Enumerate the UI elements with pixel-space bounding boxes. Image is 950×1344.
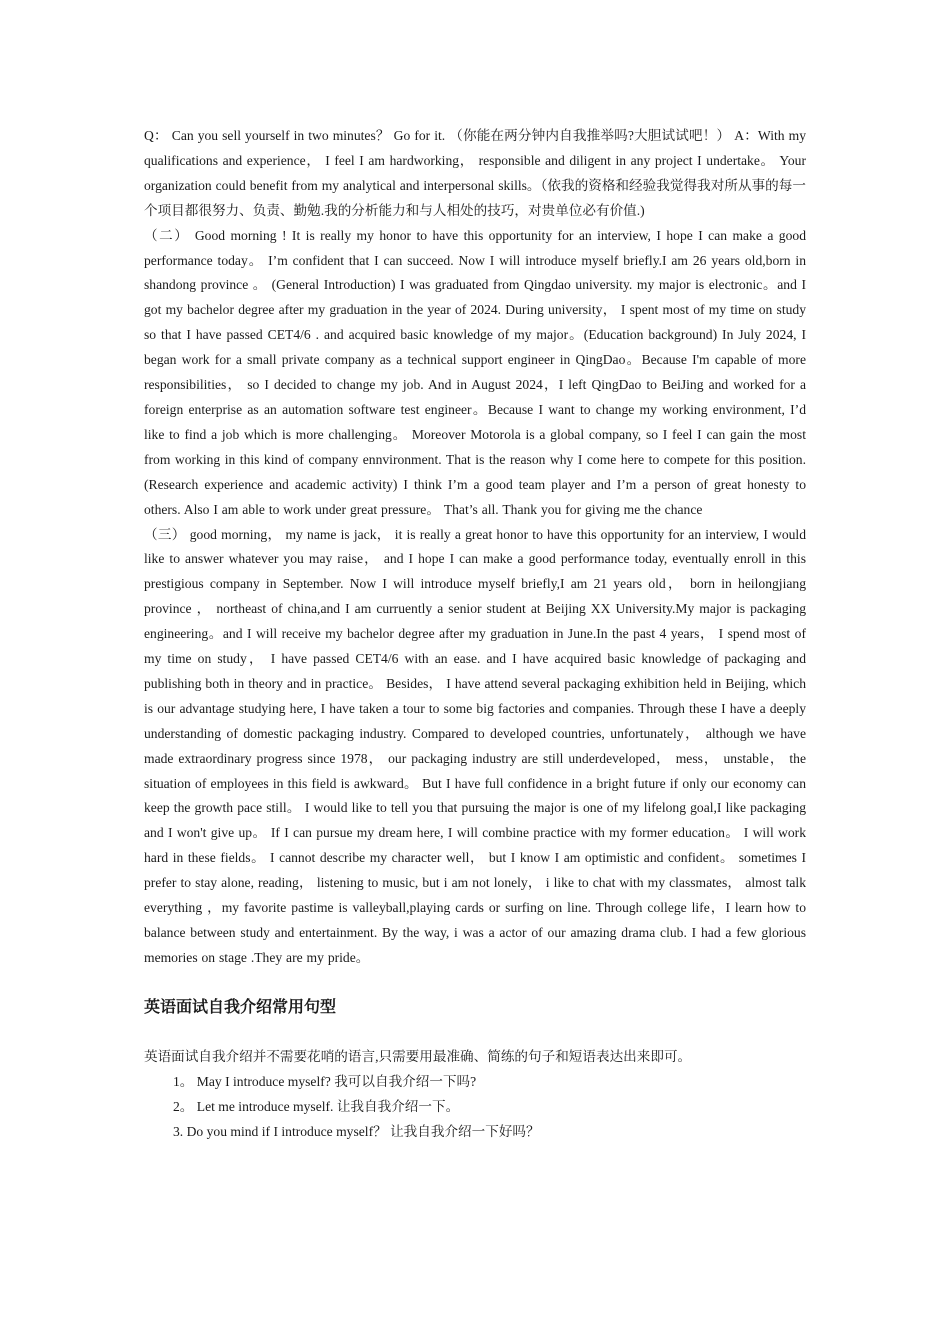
paragraph-sample-two: （二） Good morning ! It is really my honor to have this opportunity for an interview, I hope I can make a good performance today。 I’m confident that I can succeed. Now I will introduce myself briefly.I am 26 years old,born in shandong province 。 (General Introduction) I was graduated from Qingdao university. my major is electronic。and I got my bachelor degree after my graduation in the year of 2024. During university， I spent most of my time on study so that I have passed CET4/6 . and acquired basic knowledge of my major。(Education background) In July 2024, I began work for a small private company as a technical support engineer in QingDao。Because I'm capable of more responsibilities， so I decided to change my job. And in August 2024，I left QingDao to BeiJing and worked for a foreign enterprise as an automation software test engineer。Because I want to change my working environment, I’d like to find a job which is more challenging。 Moreover Motorola is a global company, so I feel I can gain the most from working in this kind of company ennvironment. That is the reason why I come here to compete for this position. (Research experience and academic activity) I think I’m a good team player and I’m a person of great honesty to others. Also I am able to work under great pressure。 That’s all. Thank you for giving me the chance xyxy=(144,227,806,517)
list-item: 3. Do you mind if I introduce myself？ 让我自我介绍一下好吗？ xyxy=(173,1123,540,1139)
document-page xyxy=(144,124,806,1144)
section-intro: 英语面试自我介绍并不需要花哨的语言,只需要用最准确、简练的句子和短语表达出来即可。 xyxy=(144,1048,692,1064)
section-heading: 英语面试自我介绍常用句型 xyxy=(144,996,337,1016)
list-item: 1。 May I introduce myself? 我可以自我介绍一下吗? xyxy=(173,1073,477,1089)
phrase-list xyxy=(144,1070,806,1145)
paragraph-q-and-a: Q： Can you sell yourself in two minutes？ Go for it. （你能在两分钟内自我推举吗?大胆试试吧！） A：With my qualifications and experience， I feel I am hardworking， responsible and diligent in any project I undertake。 Your organization could benefit from my analytical and interpersonal skills。（依我的资格和经验我觉得我对所从事的每一个项目都很努力、负责、勤勉.我的分析能力和与人相处的技巧，对贵单位必有价值.) xyxy=(144,128,806,218)
paragraph-sample-three: （三） good morning， my name is jack， it is really a great honor to have this opportunity for an interview, I would like to answer whatever you may raise， and I hope I can make a good performance today, eventually enroll in this prestigious company in September. Now I will introduce myself briefly,I am 21 years old， born in heilongjiang province ， northeast of china,and I am curruently a senior student at Beijing XX University.My major is packaging engineering。and I will receive my bachelor degree after my graduation in June.In the past 4 years， I spend most of my time on study， I have passed CET4/6 with an ease. and I have acquired basic knowledge of packaging and publishing both in theory and in practice。 Besides， I have attend several packaging exhibition held in Beijing, which is our advantage studying here, I have taken a tour to some big factories and companies. Through these I have a deeply understanding of domestic packaging industry. Compared to developed countries, unfortunately， although we have made extraordinary progress since 1978， our packaging industry are still underdeveloped， mess， unstable， the situation of employees in this field is awkward。 But I have full confidence in a bright future if only our economy can keep the growth pace still。 I would like to tell you that pursuing the major is one of my lifelong goal,I like packaging and I won't give up。 If I can pursue my dream here, I will combine practice with my former education。 I will work hard in these fields。 I cannot describe my character well， but I know I am optimistic and confident。 sometimes I prefer to stay alone, reading， listening to music, but i am not lonely， i like to chat with my classmates， almost talk everything ，my favorite pastime is valleyball,playing cards or surfing on line. Through college life，I learn how to balance between study and entertainment. By the way, i was a actor of our amazing drama club. I had a few glorious memories on stage .They are my pride。 xyxy=(144,526,806,965)
list-item: 2。 Let me introduce myself. 让我自我介绍一下。 xyxy=(173,1098,460,1114)
